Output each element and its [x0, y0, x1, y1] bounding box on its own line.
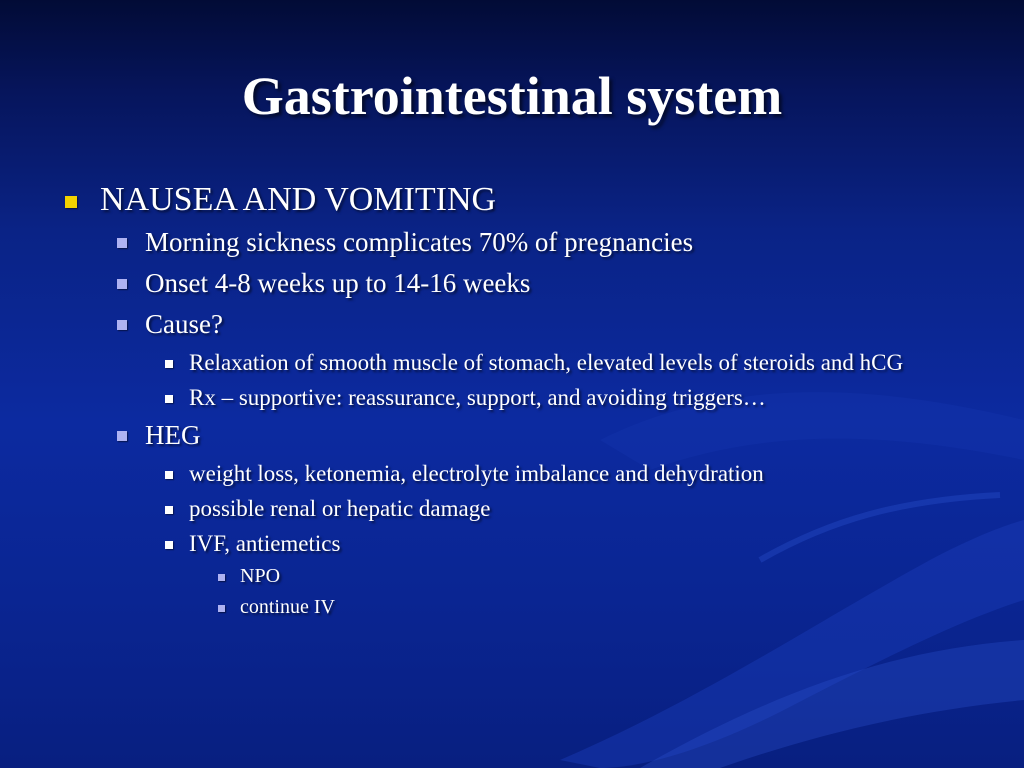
square-bullet-icon [218, 605, 225, 612]
bullet-nausea-vomiting [60, 178, 960, 222]
square-bullet-icon [165, 541, 173, 549]
square-bullet-icon [117, 431, 127, 441]
bullet-onset [60, 263, 960, 304]
square-bullet-icon [218, 574, 225, 581]
slide-content [60, 178, 960, 623]
bullet-cause-relaxation [60, 345, 960, 380]
square-bullet-icon [65, 196, 77, 208]
bullet-text: Morning sickness complicates 70% of pregnancies [145, 227, 694, 257]
square-bullet-icon [117, 279, 127, 289]
square-bullet-icon [165, 506, 173, 514]
bullet-text: NPO [240, 565, 281, 587]
bullet-text: Relaxation of smooth muscle of stomach, elevated levels of steroids and hCG [189, 350, 904, 375]
square-bullet-icon [117, 320, 127, 330]
bullet-heg-ivf [60, 526, 960, 561]
bullet-text: continue IV [240, 596, 335, 618]
bullet-morning-sickness [60, 222, 960, 263]
square-bullet-icon [165, 471, 173, 479]
bullet-text: Onset 4-8 weeks up to 14-16 weeks [145, 268, 531, 298]
square-bullet-icon [117, 238, 127, 248]
slide-title: Gastrointestinal system [241, 66, 783, 126]
bullet-heg [60, 415, 960, 456]
bullet-ivf-continue [60, 592, 960, 623]
bullet-text: weight loss, ketonemia, electrolyte imbalance and dehydration [189, 461, 764, 486]
bullet-text: possible renal or hepatic damage [189, 496, 491, 521]
square-bullet-icon [165, 395, 173, 403]
square-bullet-icon [165, 360, 173, 368]
bullet-text: Cause? [145, 309, 223, 339]
bullet-text: Rx – supportive: reassurance, support, and avoiding triggers… [189, 385, 766, 410]
bullet-text: HEG [145, 420, 201, 450]
bullet-text: IVF, antiemetics [189, 531, 341, 556]
bullet-heg-renal [60, 491, 960, 526]
bullet-cause [60, 304, 960, 345]
bullet-ivf-npo [60, 561, 960, 592]
bullet-heg-weight-loss [60, 456, 960, 491]
bullet-text: NAUSEA AND VOMITING [100, 181, 497, 218]
bullet-cause-rx [60, 380, 960, 415]
